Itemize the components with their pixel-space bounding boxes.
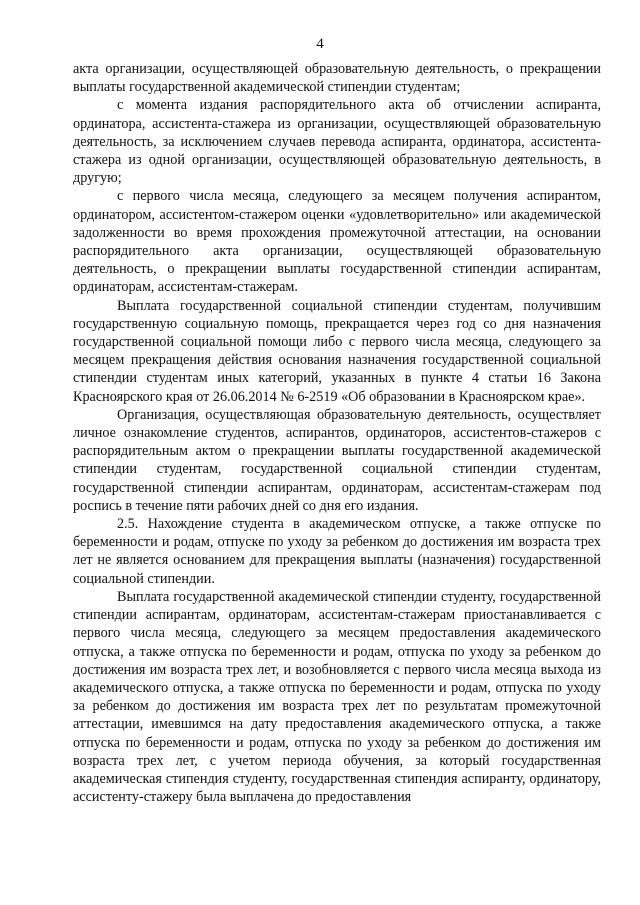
- paragraph-suspension: Выплата государственной академической стипендии студенту, государственной стипендии аспирантам, ординаторам, ассистентам-стажерам приостанавливается с первого числа месяца, следующего за месяцем предоставления академического отпуска, а также отпуска по беременности и родам, отпуска по уходу за ребенком до достижения им возраста трех лет, и возобновляется с первого числа месяца выхода из академического отпуска, а также отпуска по беременности и родам, отпуска по уходу за ребенком до достижения им возраста трех лет по результатам промежуточной аттестации, имевшимся на дату предоставления академического отпуска, а также отпуска по беременности и родам, отпуска по уходу за ребенком до достижения им возраста трех лет, с учетом периода обучения, за который государственная академическая стипендия студенту, государственная стипендия аспиранту, ординатору, ассистенту-стажеру была выплачена до предоставления: [73, 588, 601, 806]
- paragraph-grade-clause: с первого числа месяца, следующего за месяцем получения аспирантом, ординатором, ассистентом-стажером оценки «удовлетворительно» или академической задолженности во время прохождения промежуточной аттестации, на основании распорядительного акта организации, осуществляющей образовательную деятельность, о прекращении выплаты государственной стипендии аспирантам, ординаторам, ассистентам-стажерам.: [73, 188, 601, 296]
- paragraph-social-stipend: Выплата государственной социальной стипендии студентам, получившим государственную социальную помощь, прекращается через год со дня назначения государственной социальной помощи либо с первого числа месяца, следующего за месяцем прекращения действия основания назначения государственной социальной стипендии студентам иных категорий, указанных в пункте 4 статьи 16 Закона Красноярского края от 26.06.2014 № 6-2519 «Об образовании в Красноярском крае».: [73, 297, 601, 405]
- paragraph-continuation: акта организации, осуществляющей образовательную деятельность, о прекращении выплаты государственной академической стипендии студентам;: [73, 61, 601, 96]
- document-body: [73, 60, 601, 806]
- paragraph-acquaintance: Организация, осуществляющая образовательную деятельность, осуществляет личное ознакомление студентов, аспирантов, ординаторов, ассистентов-стажеров с распорядительным актом о прекращении выплаты государственной академической стипендии студентам, государственной социальной стипендии студентам, государственной стипендии аспирантам, ординаторам, ассистентам-стажерам под роспись в течение пяти рабочих дней со дня его издания.: [73, 406, 601, 514]
- page-number: 4: [316, 36, 324, 52]
- paragraph-section-2-5: 2.5. Нахождение студента в академическом отпуске, а также отпуске по беременности и родам, отпуске по уходу за ребенком до достижения им возраста трех лет не является основанием для прекращения выплаты (назначения) государственной социальной стипендии.: [73, 516, 601, 587]
- paragraph-expulsion-clause: с момента издания распорядительного акта об отчислении аспиранта, ординатора, ассистента-стажера из организации, осуществляющей образовательную деятельность, за исключением случаев перевода аспиранта, ординатора, ассистента-стажера из одной организации, осуществляющей образовательную деятельность, в другую;: [73, 97, 601, 187]
